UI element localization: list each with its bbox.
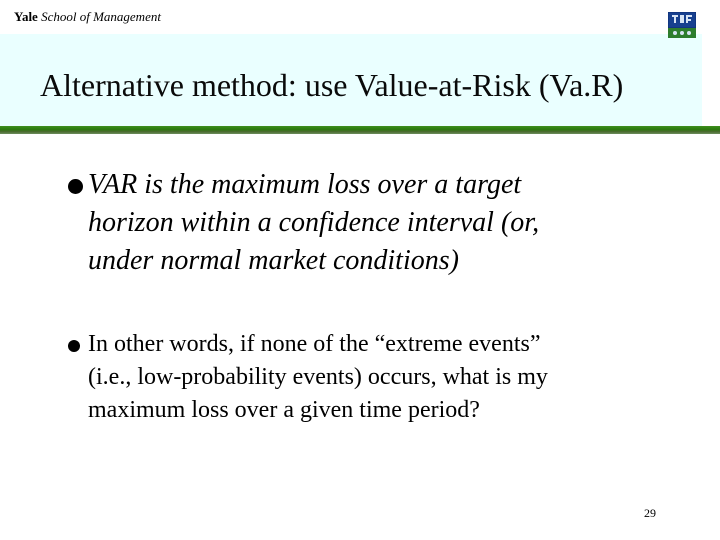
bullet-dot-icon <box>68 340 80 352</box>
title-divider <box>0 126 720 134</box>
school-name-bold: Yale <box>14 9 38 24</box>
slide-title: Alternative method: use Value-at-Risk (Va.R) <box>40 67 624 103</box>
school-name-italic: School of Management <box>41 9 161 24</box>
bullet-var-definition <box>88 166 539 280</box>
page-number: 29 <box>644 506 656 520</box>
bullet-line: maximum loss over a given time period? <box>88 397 480 423</box>
bullet-line: (i.e., low-probability events) occurs, what is my <box>88 364 548 390</box>
bullet-line: VAR is the maximum loss over a target <box>88 169 522 200</box>
bullet-other-words <box>88 328 548 427</box>
school-name <box>14 9 161 25</box>
header-bar <box>0 0 720 34</box>
bullet-dot-icon <box>68 179 83 194</box>
bullet-line: horizon within a confidence interval (or, <box>88 207 540 238</box>
bullet-line: In other words, if none of the “extreme events” <box>88 331 541 357</box>
bullet-line: under normal market conditions) <box>88 245 459 276</box>
yale-shield-logo-icon <box>668 12 696 38</box>
